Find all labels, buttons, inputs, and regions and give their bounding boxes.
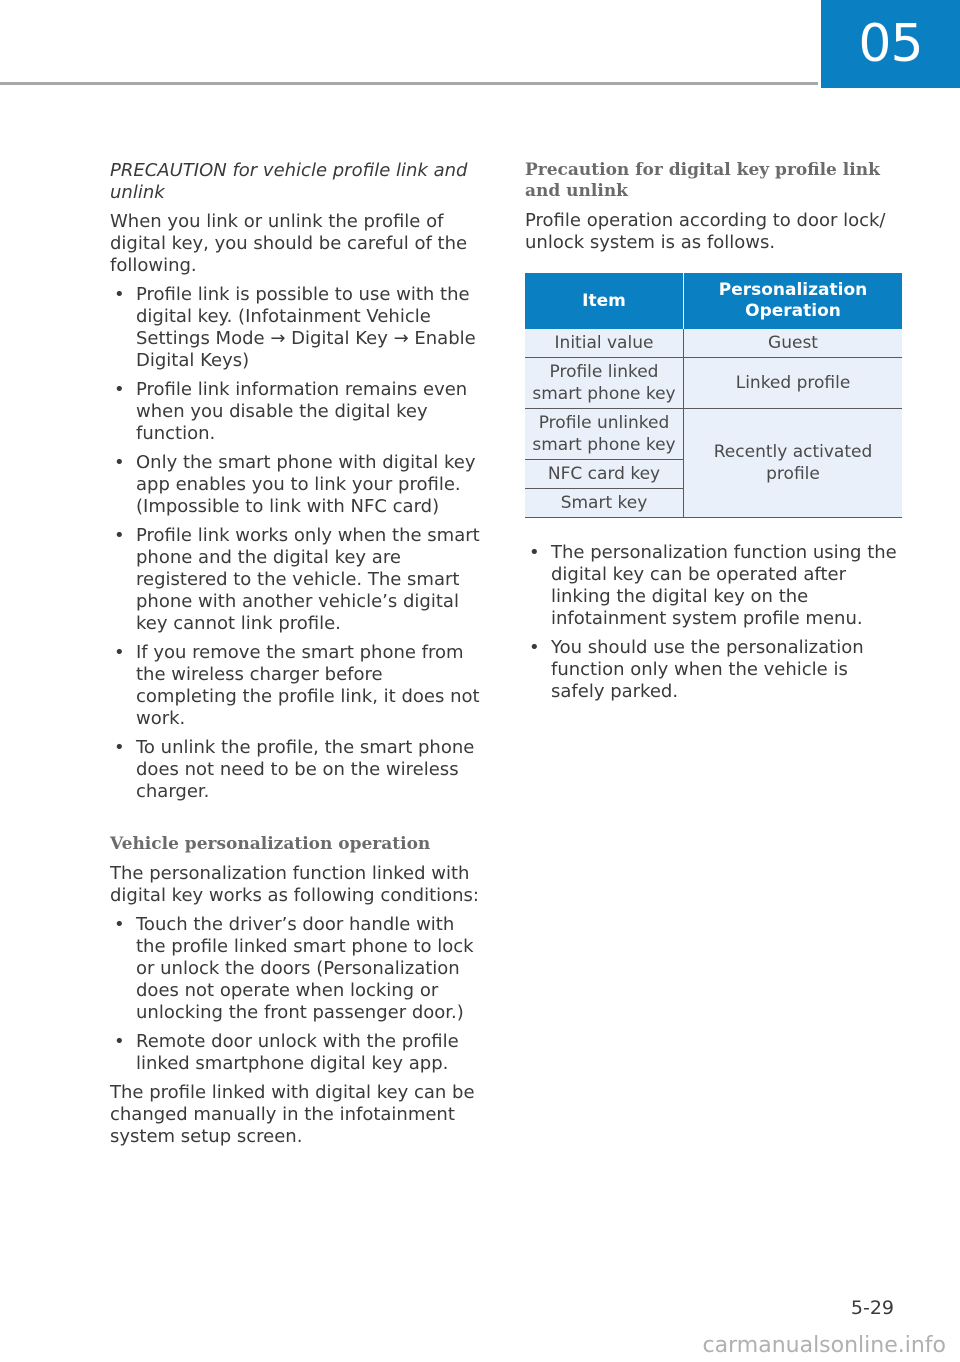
section-gap xyxy=(110,810,488,834)
cell-item: Initial value xyxy=(525,329,684,358)
cell-item: Profile linked smart phone key xyxy=(525,358,684,409)
bullet-icon: • xyxy=(114,452,125,473)
precaution-title: PRECAUTION for vehicle profile link and unlink xyxy=(110,160,468,203)
cell-item: Profile unlinked smart phone key xyxy=(525,409,684,460)
profile-table xyxy=(525,273,902,518)
right-heading: Precaution for digital key profile link and unlink xyxy=(525,160,880,201)
bullet-icon: • xyxy=(114,525,125,546)
list-item: • Remote door unlock with the profile linked smartphone digital key app. xyxy=(114,1031,459,1074)
closing-paragraph: The profile linked with digital key can be changed manually in the infotainment system setup screen. xyxy=(110,1082,475,1147)
list-item: • Profile link works only when the smart phone and the digital key are registered to the vehicle. The smart phone with another vehicle’s digital key cannot link profile. xyxy=(114,525,480,634)
cell-item: Smart key xyxy=(525,489,684,518)
column-header-operation: Personalization Operation xyxy=(684,273,903,329)
bullet-icon: • xyxy=(114,914,125,935)
right-list xyxy=(525,542,903,703)
right-column xyxy=(525,160,903,710)
table-row xyxy=(525,409,902,460)
list-item: • The personalization function using the digital key can be operated after linking the digital key on the infotainment system profile menu. xyxy=(529,542,897,629)
condition-list xyxy=(110,914,488,1075)
cell-item: NFC card key xyxy=(525,460,684,489)
list-item: • Profile link is possible to use with the digital key. (Infotainment Vehicle Settings Mode → Digital Key → Enable Digital Keys) xyxy=(114,284,476,371)
list-item: • If you remove the smart phone from the wireless charger before completing the profile link, it does not work. xyxy=(114,642,480,729)
cell-operation: Guest xyxy=(684,329,903,358)
table-header-row xyxy=(525,273,902,329)
chapter-number: 05 xyxy=(821,0,960,88)
bullet-icon: • xyxy=(529,542,540,563)
list-item: • Only the smart phone with digital key app enables you to link your profile. (Impossible to link with NFC card) xyxy=(114,452,476,517)
page-number: 5-29 xyxy=(850,1297,894,1319)
left-column xyxy=(110,160,488,1155)
list-item: • Profile link information remains even when you disable the digital key function. xyxy=(114,379,468,444)
section-intro: The personalization function linked with digital key works as following conditions: xyxy=(110,863,479,906)
header-rule xyxy=(0,82,818,85)
bullet-icon: • xyxy=(114,1031,125,1052)
bullet-icon: • xyxy=(114,642,125,663)
table-row xyxy=(525,329,902,358)
precaution-intro: When you link or unlink the profile of digital key, you should be careful of the following. xyxy=(110,211,468,276)
table-row xyxy=(525,358,902,409)
cell-operation: Recently activated profile xyxy=(684,409,903,518)
right-intro: Profile operation according to door lock/ unlock system is as follows. xyxy=(525,210,886,253)
bullet-icon: • xyxy=(114,284,125,305)
list-item: • You should use the personalization function only when the vehicle is safely parked. xyxy=(529,637,864,702)
cell-operation: Linked profile xyxy=(684,358,903,409)
list-item: • To unlink the profile, the smart phone does not need to be on the wireless charger. xyxy=(114,737,475,802)
bullet-icon: • xyxy=(114,737,125,758)
list-item: • Touch the driver’s door handle with the profile linked smart phone to lock or unlock the doors (Personalization does not operate when locking or unlocking the front passenger door.) xyxy=(114,914,474,1023)
column-header-item: Item xyxy=(525,273,684,329)
bullet-icon: • xyxy=(114,379,125,400)
precaution-list xyxy=(110,284,488,803)
bullet-icon: • xyxy=(529,637,540,658)
section-heading: Vehicle personalization operation xyxy=(110,834,431,854)
watermark: carmanualsonline.info xyxy=(702,1333,946,1358)
